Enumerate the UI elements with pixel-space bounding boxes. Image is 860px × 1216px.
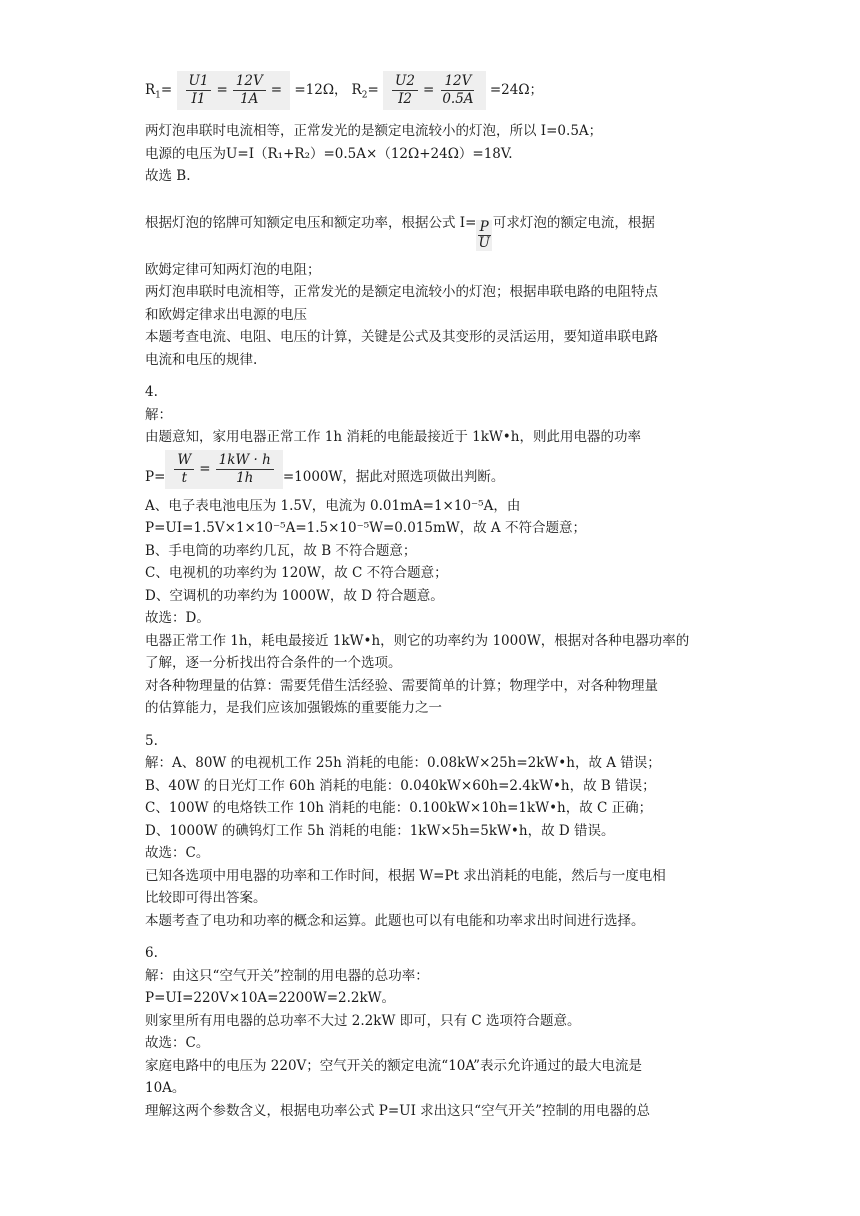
text-line: 电源的电压为U=I（R₁+R₂）=0.5A×（12Ω+24Ω）=18V. [145,145,513,162]
power-num-right: 1kW · h [216,452,274,470]
text-line: 电流和电压的规律. [145,351,258,368]
power-prefix: P= [145,469,166,485]
text-line: 和欧姆定律求出电源的电压 [145,306,307,323]
text-line: 故选：C。 [145,845,210,861]
power-fraction-image: $\frac{W}{t}$ = $\frac{1kW \cdot h}{1h}$ [165,450,282,489]
analysis-formula-line [145,212,725,251]
text-line: 故选：C。 [145,1035,210,1051]
question-number: 4. [145,384,158,400]
r2-symbol: R [351,82,362,98]
question-number: 6. [145,945,158,961]
r1-den-right: 1A [240,91,259,107]
text-line: C、电视机的功率约为 120W，故 C 不符合题意； [145,565,448,581]
r1-fraction-image: $\frac{U1}{I1}$ = $\frac{12V}{1A}$ = [177,71,291,110]
text-line: B、40W 的日光灯工作 60h 消耗的电能：0.040kW×60h=2.4kW•h，故 B 错误； [145,777,656,794]
r1-den-left: I1 [191,91,206,107]
resistance-formula-line [145,70,725,110]
text-line: 故选 B. [145,168,191,184]
r1-symbol: R [145,82,156,98]
power-den-left: t [181,469,188,486]
r1-sub: 1 [155,90,161,101]
r1-num-right: 12V [233,73,266,91]
text-line: 解： [145,406,172,423]
r2-eq: = [367,82,379,98]
text-line: 家庭电路中的电压为 220V；空气开关的额定电流“10A”表示允许通过的最大电流是 [145,1057,643,1074]
r2-result: =24Ω； [489,82,544,98]
formula-r1 [145,71,348,110]
text-line: P=UI=1.5V×1×10⁻⁵A=1.5×10⁻⁵W=0.015mW，故 A 不符合题意； [145,520,586,536]
text-line: 本题考查了电功和功率的概念和运算。此题也可以有电能和功率求出时间进行选择。 [145,912,645,929]
question-number: 5. [145,732,158,749]
fraction-numerator: P [479,218,489,235]
text-line: 比较即可得出答案。 [145,890,267,906]
text-line: 则家里所有用电器的总功率不大过 2.2kW 即可，只有 C 选项符合题意。 [145,1012,581,1029]
text-line: 故选：D。 [145,610,210,626]
text-line: 的估算能力，是我们应该加强锻炼的重要能力之一 [145,700,442,716]
text-line: 由题意知，家用电器正常工作 1h 消耗的电能最接近于 1kW•h，则此用电器的功率 [145,429,641,445]
r2-sub: 2 [361,90,368,101]
document-page [145,70,725,1122]
text-line: 两灯泡串联时电流相等，正常发光的是额定电流较小的灯泡；根据串联电路的电阻特点 [145,284,658,300]
power-formula-line [145,449,725,489]
analysis-text-before: 根据灯泡的铭牌可知额定电压和额定功率，根据公式 I= [145,214,477,231]
r2-den-left: I2 [398,91,412,107]
r2-den-right: 0.5A [442,91,474,107]
fraction-denominator: U [478,234,490,251]
text-line: 10A。 [145,1080,186,1096]
power-num-left: W [174,452,194,470]
text-line: 解：由这只“空气开关”控制的用电器的总功率： [145,967,429,984]
text-line: 欧姆定律可知两灯泡的电阻； [145,261,321,278]
r2-num-left: U2 [392,73,418,91]
power-den-right: 1h [236,469,254,486]
text-line: D、1000W 的碘钨灯工作 5h 消耗的电能：1kW×5h=5kW•h，故 D 错误。 [145,822,615,839]
r1-num-left: U1 [186,73,212,91]
text-line: P=UI=220V×10A=2200W=2.2kW。 [145,990,396,1006]
text-line: 了解，逐一分析找出符合条件的一个选项。 [145,655,402,671]
text-line: 已知各选项中用电器的功率和工作时间，根据 W=Pt 求出消耗的电能，然后与一度电相 [145,867,666,884]
text-line: 解：A、80W 的电视机工作 25h 消耗的电能：0.08kW×25h=2kW•h，故 A 错误； [145,755,661,771]
analysis-text-after: 可求灯泡的额定电流，根据 [492,214,655,231]
text-line: 对各种物理量的估算：需要凭借生活经验、需要简单的计算；物理学中，对各种物理量 [145,677,658,694]
power-result: =1000W，据此对照选项做出判断。 [282,469,505,485]
formula-r2 [352,71,544,110]
r2-fraction-image: $\frac{U2}{I2}$ = $\frac{12V}{0.5A}$ [383,71,486,110]
text-line: 理解这两个参数含义，根据电功率公式 P=UI 求出这只“空气开关”控制的用电器的总 [145,1102,650,1119]
r2-num-right: 12V [441,73,474,91]
text-line: 电器正常工作 1h，耗电最接近 1kW•h，则它的功率约为 1000W，根据对各种电器功率的 [145,632,690,649]
text-line: A、电子表电池电压为 1.5V，电流为 0.01mA=1×10⁻⁵A，由 [145,497,521,514]
r1-eq: = [160,82,173,98]
text-line: 本题考查电流、电阻、电压的计算，关键是公式及其变形的灵活运用，要知道串联电路 [145,329,658,345]
text-line: B、手电筒的功率约几瓦，故 B 不符合题意； [145,542,417,559]
p-over-u-fraction [476,220,491,251]
text-line: D、空调机的功率约为 1000W，故 D 符合题意。 [145,587,444,604]
text-line: C、100W 的电烙铁工作 10h 消耗的电能：0.100kW×10h=1kW•h，故 C 正确； [145,800,653,816]
text-line: 两灯泡串联时电流相等，正常发光的是额定电流较小的灯泡，所以 I=0.5A； [145,123,603,139]
r1-result: =12Ω， [294,82,348,98]
